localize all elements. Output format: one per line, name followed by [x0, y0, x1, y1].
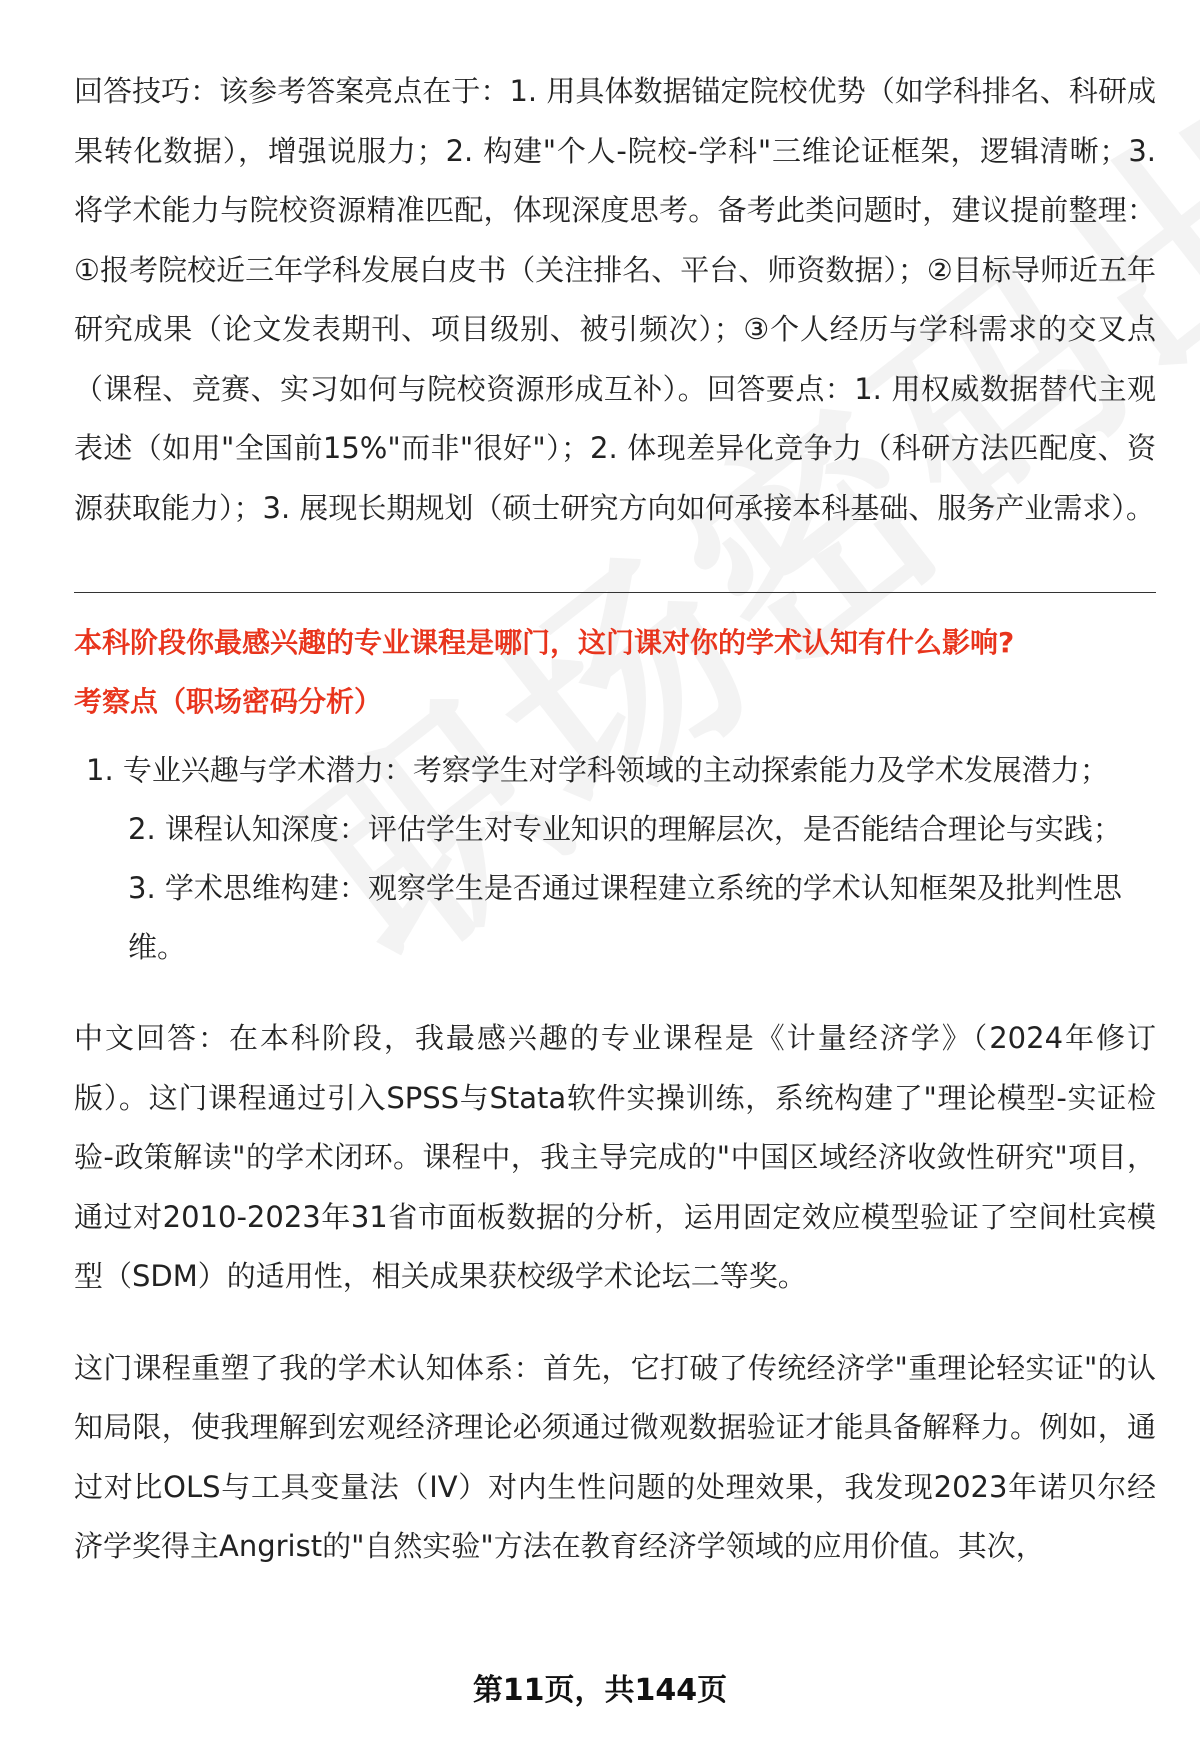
chinese-answer-paragraph: 中文回答：在本科阶段，我最感兴趣的专业课程是《计量经济学》（2024年修订版）。这门课程通过引入SPSS与Stata软件实操训练，系统构建了"理论模型-实证检验-政策解读"的学术闭环。课程中，我主导完成的"中国区域经济收敛性研究"项目，通过对2010-2023年31省市面板数据的分析，运用固定效应模型验证了空间杜宾模型（SDM）的适用性，相关成果获校级学术论坛二等奖。	[74, 1021, 1156, 1293]
exam-points-list	[74, 741, 1156, 977]
spacer	[74, 1307, 1156, 1339]
spacer	[74, 977, 1156, 1009]
page-content	[74, 62, 1156, 1577]
section-divider	[74, 592, 1156, 593]
exam-points-title: 考察点（职场密码分析）	[74, 685, 383, 718]
exam-point-2: 2. 课程认知深度：评估学生对专业知识的理解层次，是否能结合理论与实践；	[128, 812, 1122, 846]
answer-tips-paragraph: 回答技巧：该参考答案亮点在于：1. 用具体数据锚定院校优势（如学科排名、科研成果转化数据），增强说服力；2. 构建"个人-院校-学科"三维论证框架，逻辑清晰；3. 将学术能力与院校资源精准匹配，体现深度思考。备考此类问题时，建议提前整理：①报考院校近三年学科发展白皮书（关注排名、平台、师资数据）；②目标导师近五年研究成果（论文发表期刊、项目级别、被引频次）；③个人经历与学科需求的交叉点（课程、竞赛、实习如何与院校资源形成互补）。回答要点：1. 用权威数据替代主观表述（如用"全国前15%"而非"很好"）；2. 体现差异化竞争力（科研方法匹配度、资源获取能力）；3. 展现长期规划（硕士研究方向如何承接本科基础、服务产业需求）。	[74, 74, 1156, 525]
exam-point-1: 1. 专业兴趣与学术潜力：考察学生对学科领域的主动探索能力及学术发展潜力；	[86, 753, 1109, 787]
page-number-footer: 第11页，共144页	[472, 1673, 728, 1708]
interview-question: 本科阶段你最感兴趣的专业课程是哪门，这门课对你的学术认知有什么影响?	[74, 626, 1015, 659]
exam-point-3: 3. 学术思维构建：观察学生是否通过课程建立系统的学术认知框架及批判性思维。	[128, 871, 1122, 964]
reshaping-paragraph: 这门课程重塑了我的学术认知体系：首先，它打破了传统经济学"重理论轻实证"的认知局限，使我理解到宏观经济理论必须通过微观数据验证才能具备解释力。例如，通过对比OLS与工具变量法（IV）对内生性问题的处理效果，我发现2023年诺贝尔经济学奖得主Angrist的"自然实验"方法在教育经济学领域的应用价值。其次，	[74, 1350, 1156, 1563]
